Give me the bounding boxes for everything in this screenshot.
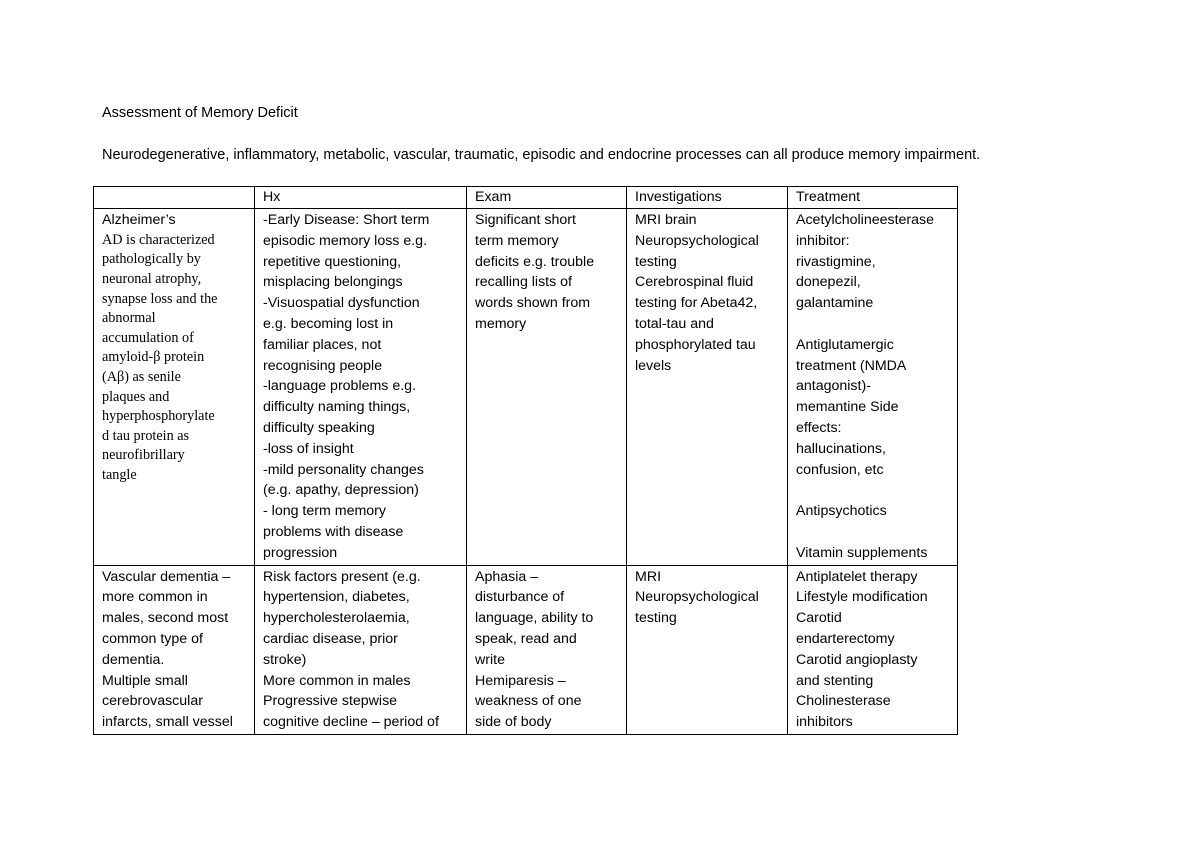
header-treatment: Treatment (788, 187, 958, 209)
document-title: Assessment of Memory Deficit (102, 105, 298, 121)
vascular-investigations-cell: MRI Neuropsychological testing (627, 565, 788, 734)
table-row-alzheimers (94, 209, 958, 566)
condition-name: Alzheimer’s (102, 212, 176, 228)
header-condition (94, 187, 255, 209)
spacer (796, 480, 953, 501)
table-header-row (94, 187, 958, 209)
table-row-vascular-dementia (94, 565, 958, 734)
header-exam: Exam (467, 187, 627, 209)
alzheimers-exam-cell: Significant short term memory deficits e.g. trouble recalling lists of words shown from memory (467, 209, 627, 566)
spacer (796, 522, 953, 543)
condition-description: AD is characterized pathologically by neuronal atrophy, synapse loss and the abnormal accumulation of amyloid-β protein (Aβ) as senile plaques and hyperphosphorylate d tau protein as neurofibrillary tangle (102, 231, 218, 483)
alzheimers-investigations-cell: MRI brain Neuropsychological testing Cerebrospinal fluid testing for Abeta42, total-tau and phosphorylated tau levels (627, 209, 788, 566)
intro-paragraph: Neurodegenerative, inflammatory, metabolic, vascular, traumatic, episodic and endocrine processes can all produce memory impairment. (102, 147, 981, 163)
alzheimers-condition-cell (94, 209, 255, 566)
treatment-group-acetylcholinesterase: Acetylcholineesterase inhibitor: rivastigmine, donepezil, galantamine (796, 212, 935, 312)
alzheimers-treatment-cell (788, 209, 958, 566)
alzheimers-hx-cell: -Early Disease: Short term episodic memory loss e.g. repetitive questioning, misplacing belongings -Visuospatial dysfunction e.g. becoming lost in familiar places, not recognising people -language problems e.g. difficulty naming things, difficulty speaking -loss of insight -mild personality changes (e.g. apathy, depression) - long term memory problems with disease progression (255, 209, 467, 566)
header-investigations: Investigations (627, 187, 788, 209)
spacer (796, 314, 953, 335)
treatment-group-antiglutamergic: Antiglutamergic treatment (NMDA antagonist)- memantine Side effects: hallucinations, confusion, etc (796, 336, 907, 478)
memory-deficit-table (93, 186, 958, 735)
header-hx: Hx (255, 187, 467, 209)
vascular-condition-cell: Vascular dementia – more common in males, second most common type of dementia. Multiple small cerebrovascular infarcts, small vessel (94, 565, 255, 734)
vascular-hx-cell: Risk factors present (e.g. hypertension, diabetes, hypercholesterolaemia, cardiac disease, prior stroke) More common in males Progressive stepwise cognitive decline – period of (255, 565, 467, 734)
treatment-group-antipsychotics: Antipsychotics (796, 503, 887, 520)
vascular-treatment-cell: Antiplatelet therapy Lifestyle modification Carotid endarterectomy Carotid angioplasty and stenting Cholinesterase inhibitors (788, 565, 958, 734)
treatment-group-vitamins: Vitamin supplements (796, 544, 928, 561)
vascular-exam-cell: Aphasia – disturbance of language, ability to speak, read and write Hemiparesis – weakness of one side of body (467, 565, 627, 734)
